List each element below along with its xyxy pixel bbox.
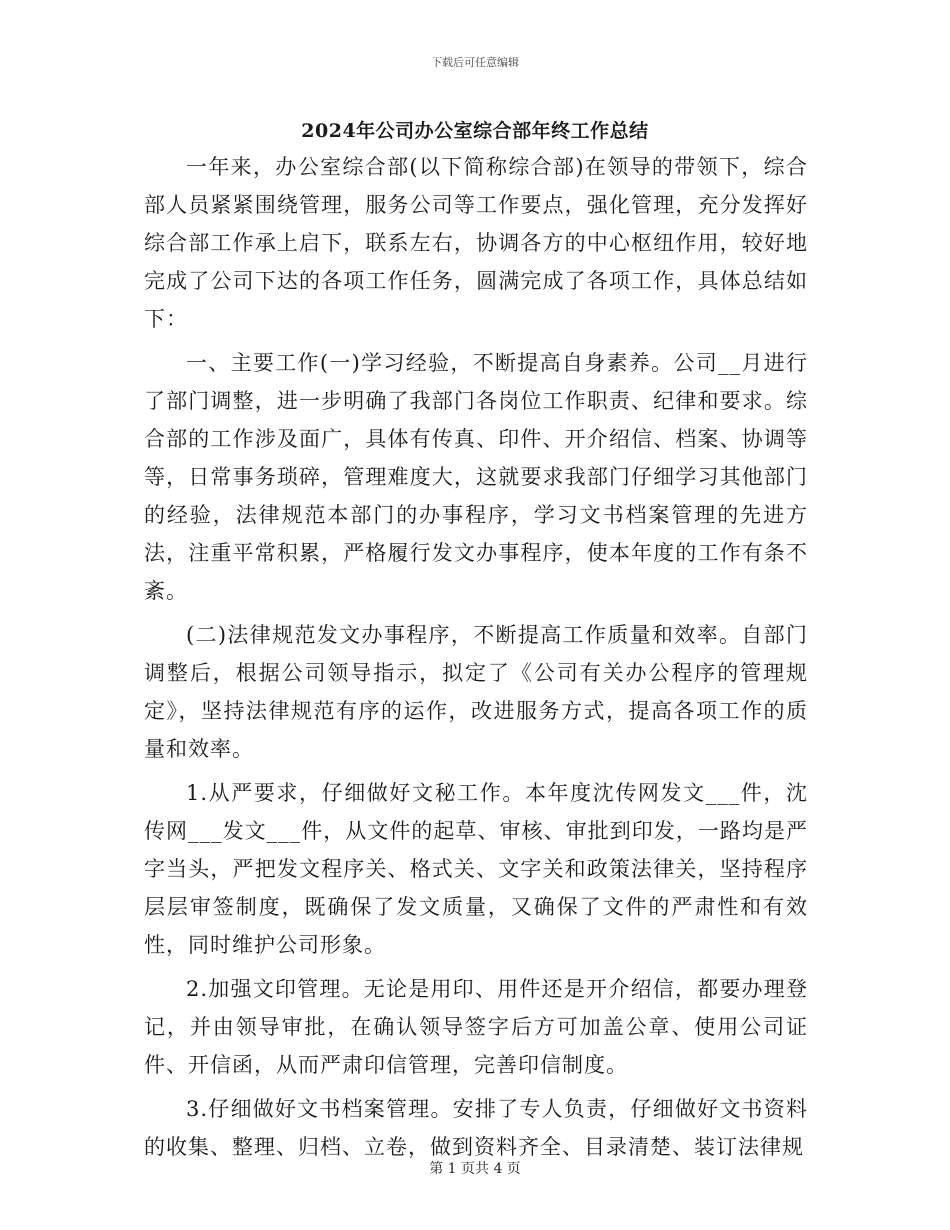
paragraph: (二)法律规范发文办事程序，不断提高工作质量和效率。自部门调整后，根据公司领导指示，拟定了《公司有关办公程序的管理规定》，坚持法律规范有序的运作，改进服务方式，提高各项工作的质量和效率。 bbox=[144, 623, 808, 761]
page-footer: 第 1 页共 4 页 bbox=[429, 1161, 521, 1177]
paragraph: 1.从严要求，仔细做好文秘工作。本年度沈传网发文___件，沈传网___发文___件，从文件的起草、审核、审批到印发，一路均是严字当头，严把发文程序关、格式关、文字关和政策法律关，坚持程序层层审签制度，既确保了发文质量，又确保了文件的严肃性和有效性，同时维护公司形象。 bbox=[144, 781, 808, 957]
paragraph: 3.仔细做好文书档案管理。安排了专人负责，仔细做好文书资料的收集、整理、归档、立卷，做到资料齐全、目录清楚、装订法律规 bbox=[144, 1097, 808, 1159]
document-title: 2024年公司办公室综合部年终工作总结 bbox=[301, 120, 649, 142]
paragraph: 2.加强文印管理。无论是用印、用件还是开介绍信，都要办理登记，并由领导审批，在确认领导签字后方可加盖公章、使用公司证件、开信函，从而严肃印信管理，完善印信制度。 bbox=[144, 977, 808, 1077]
paragraph: 一、主要工作(一)学习经验，不断提高自身素养。公司__月进行了部门调整，进一步明确了我部门各岗位工作职责、纪律和要求。综合部的工作涉及面广，具体有传真、印件、开介绍信、档案、协调等等，日常事务琐碎，管理难度大，这就要求我部门仔细学习其他部门的经验，法律规范本部门的办事程序，学习文书档案管理的先进方法，注重平常积累，严格履行发文办事程序，使本年度的工作有条不紊。 bbox=[144, 351, 808, 603]
paragraph: 一年来，办公室综合部(以下简称综合部)在领导的带领下，综合部人员紧紧围绕管理，服务公司等工作要点，强化管理，充分发挥好综合部工作承上启下，联系左右，协调各方的中心枢纽作用，较好地完成了公司下达的各项工作任务，圆满完成了各项工作，具体总结如下： bbox=[144, 155, 808, 331]
document-body bbox=[144, 148, 808, 1172]
header-note: 下载后可任意编辑 bbox=[431, 56, 519, 69]
